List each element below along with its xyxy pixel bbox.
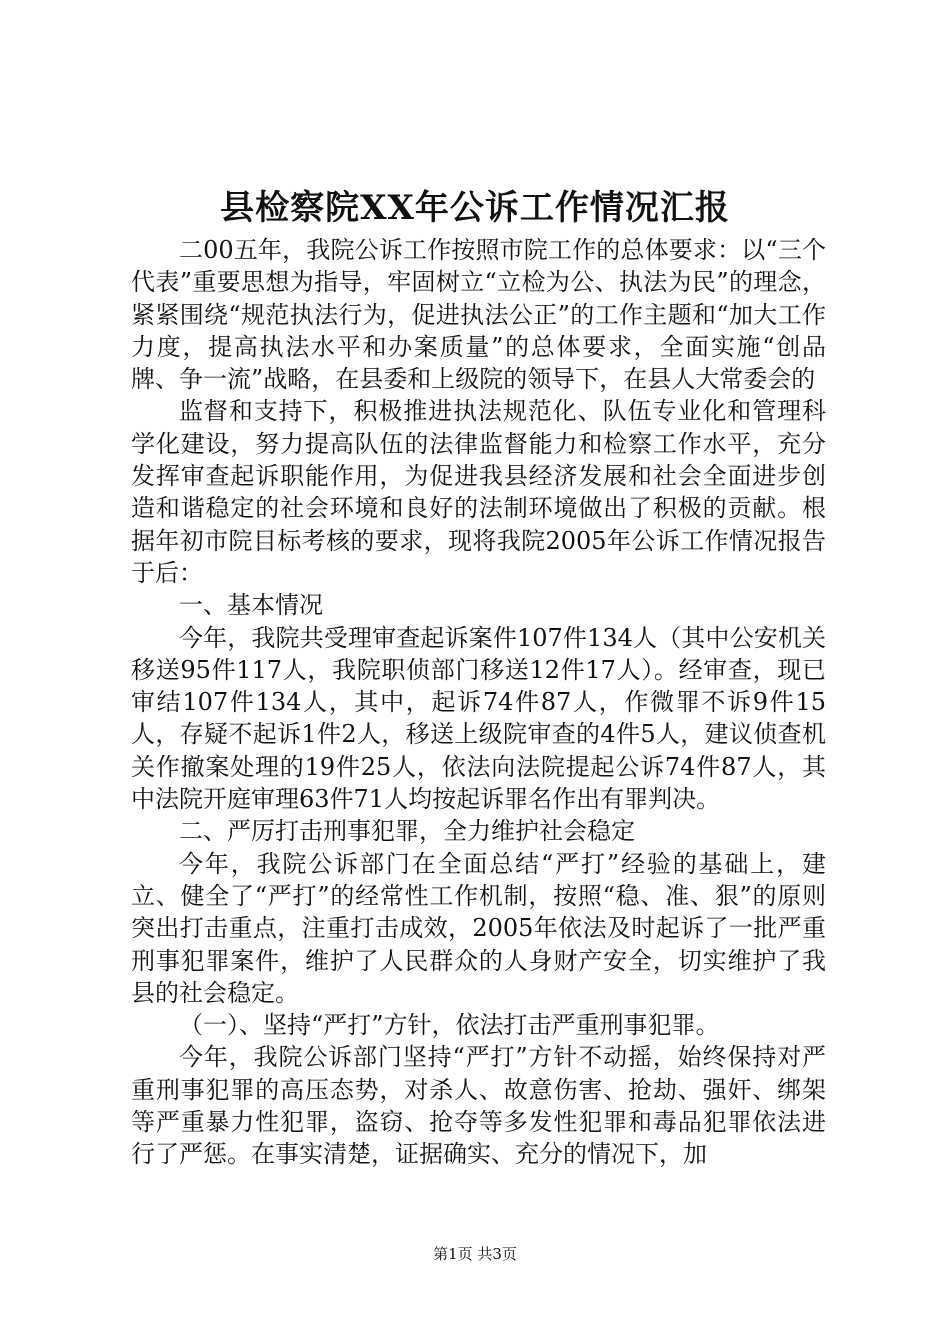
- paragraph: 今年，我院公诉部门在全面总结“严打”经验的基础上，建立、健全了“严打”的经常性工作机制，按照“稳、准、狠”的原则突出打击重点，注重打击成效，2005年依法及时起诉了一批严重刑事犯罪案件，维护了人民群众的人身财产安全，切实维护了我县的社会稳定。: [131, 849, 826, 1007]
- paragraph: 今年，我院公诉部门坚持“严打”方针不动摇，始终保持对严重刑事犯罪的高压态势，对杀人、故意伤害、抢劫、强奸、绑架等严重暴力性犯罪，盗窃、抢夺等多发性犯罪和毒品犯罪依法进行了严惩。在事实清楚，证据确实、充分的情况下，加: [131, 1043, 826, 1169]
- section-heading: 一、基本情况: [179, 591, 323, 620]
- section-heading: 二、严厉打击刑事犯罪，全力维护社会稳定: [179, 817, 635, 846]
- paragraph: 今年，我院共受理审查起诉案件107件134人（其中公安机关移送95件117人，我院职侦部门移送12件17人）。经审查，现已审结107件134人，其中，起诉74件87人，作微罪不诉9件15人，存疑不起诉1件2人，移送上级院审查的4件5人，建议侦查机关作撤案处理的19件25人，依法向法院提起公诉74件87人，其中法院开庭审理63件71人均按起诉罪名作出有罪判决。: [131, 623, 826, 814]
- document-body: [131, 234, 826, 1171]
- document-title: 县检察院XX年公诉工作情况汇报: [220, 188, 730, 228]
- subsection-heading: （一）、坚持“严打”方针，依法打击严重刑事犯罪。: [179, 1011, 720, 1040]
- page-number-footer: 第1页 共3页: [433, 1245, 517, 1263]
- paragraph: 二00五年，我院公诉工作按照市院工作的总体要求：以“三个代表”重要思想为指导，牢固树立“立检为公、执法为民”的理念，紧紧围绕“规范执法行为，促进执法公正”的工作主题和“加大工作力度，提高执法水平和办案质量”的总体要求，全面实施“创品牌、争一流”战略，在县委和上级院的领导下，在县人大常委会的: [131, 236, 826, 394]
- paragraph: 监督和支持下，积极推进执法规范化、队伍专业化和管理科学化建设，努力提高队伍的法律监督能力和检察工作水平，充分发挥审查起诉职能作用，为促进我县经济发展和社会全面进步创造和谐稳定的社会环境和良好的法制环境做出了积极的贡献。根据年初市院目标考核的要求，现将我院2005年公诉工作情况报告于后：: [131, 397, 826, 587]
